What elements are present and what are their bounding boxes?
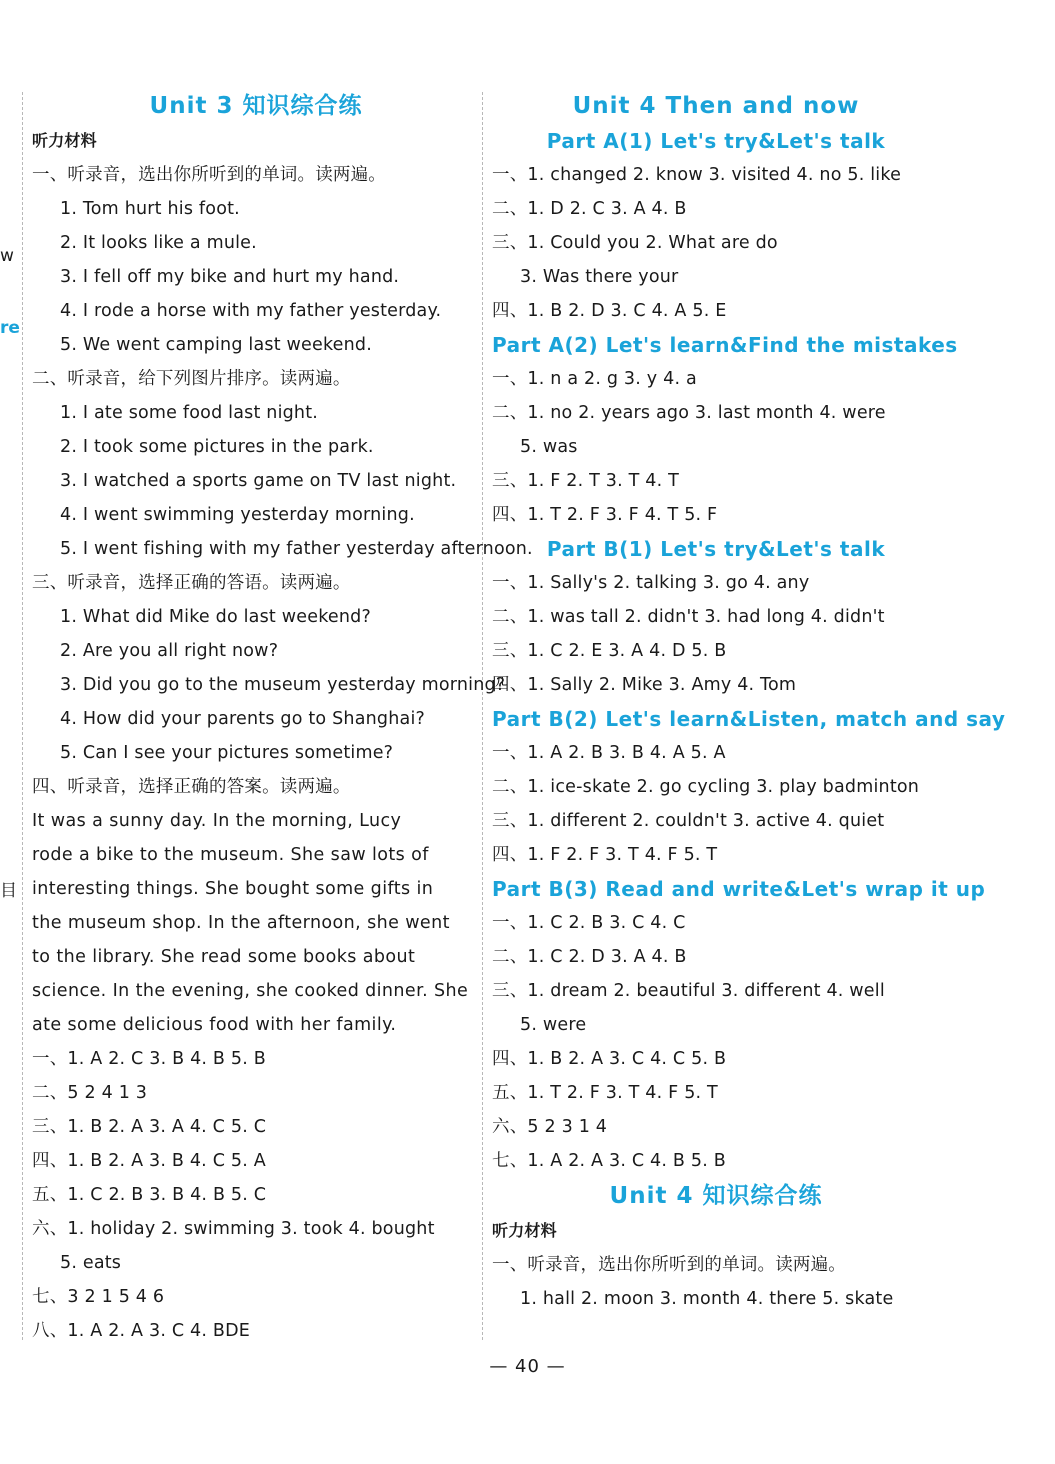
text-line: 四、听录音，选择正确的答案。读两遍。 [32, 777, 351, 797]
text-line: 一、听录音，选出你所听到的单词。读两遍。 [492, 1255, 846, 1275]
text-line: 1. I ate some food last night. [60, 403, 319, 423]
text-line: 5. were [520, 1015, 587, 1035]
right-column [492, 88, 1006, 1316]
text-line: 5. Can I see your pictures sometime? [60, 743, 394, 763]
text-line: 3. Was there your [520, 267, 679, 287]
text-line: 3. I watched a sports game on TV last night. [60, 471, 457, 491]
text-line: interesting things. She bought some gifts in [32, 879, 434, 899]
text-line: 一、1. A 2. B 3. B 4. A 5. A [492, 743, 726, 763]
text-line: It was a sunny day. In the morning, Lucy [32, 811, 402, 831]
text-line: 二、1. was tall 2. didn't 3. had long 4. didn't [492, 607, 885, 627]
part-heading: Part A(1) Let's try&Let's talk [546, 129, 886, 153]
text-line: 三、1. F 2. T 3. T 4. T [492, 471, 680, 491]
text-line: 2. I took some pictures in the park. [60, 437, 374, 457]
part-heading: Part B(1) Let's try&Let's talk [546, 537, 886, 561]
text-line: 5. eats [60, 1253, 122, 1273]
part-heading: Part B(2) Let's learn&Listen, match and say [492, 707, 1006, 731]
text-line: 四、1. Sally 2. Mike 3. Amy 4. Tom [492, 675, 797, 695]
section-label: 听力材料 [32, 131, 97, 150]
text-line: ate some delicious food with her family. [32, 1015, 397, 1035]
column-divider-left [22, 92, 23, 1340]
text-line: 二、听录音，给下列图片排序。读两遍。 [32, 369, 351, 389]
text-line: 三、1. different 2. couldn't 3. active 4. quiet [492, 811, 885, 831]
text-line: 六、1. holiday 2. swimming 3. took 4. bought [32, 1219, 435, 1239]
text-line: 一、听录音，选出你所听到的单词。读两遍。 [32, 165, 386, 185]
section-label: 听力材料 [492, 1221, 557, 1240]
edge-fragment-2: re [0, 318, 20, 338]
text-line: 5. I went fishing with my father yesterday afternoon. [60, 539, 533, 559]
text-line: 2. It looks like a mule. [60, 233, 257, 253]
unit-heading: Unit 4 知识综合练 [609, 1183, 823, 1209]
text-line: 二、1. no 2. years ago 3. last month 4. were [492, 403, 886, 423]
text-line: 四、1. B 2. A 3. C 4. C 5. B [492, 1049, 727, 1069]
text-line: 1. hall 2. moon 3. month 4. there 5. skate [520, 1289, 894, 1309]
text-line: 一、1. changed 2. know 3. visited 4. no 5. like [492, 165, 902, 185]
text-line: 一、1. n a 2. g 3. y 4. a [492, 369, 697, 389]
text-line: 4. I rode a horse with my father yesterday. [60, 301, 442, 321]
text-line: 四、1. T 2. F 3. F 4. T 5. F [492, 505, 718, 525]
text-line: 四、1. B 2. A 3. B 4. C 5. A [32, 1151, 266, 1171]
text-line: 1. Tom hurt his foot. [60, 199, 240, 219]
text-line: 三、1. B 2. A 3. A 4. C 5. C [32, 1117, 267, 1137]
text-line: 三、1. dream 2. beautiful 3. different 4. well [492, 981, 885, 1001]
text-line: 4. I went swimming yesterday morning. [60, 505, 415, 525]
text-line: 四、1. F 2. F 3. T 4. F 5. T [492, 845, 718, 865]
part-heading: Part B(3) Read and write&Let's wrap it up [492, 877, 986, 901]
text-line: 4. How did your parents go to Shanghai? [60, 709, 425, 729]
text-line: 1. What did Mike do last weekend? [60, 607, 371, 627]
text-line: 2. Are you all right now? [60, 641, 279, 661]
text-line: science. In the evening, she cooked dinner. She [32, 981, 469, 1001]
text-line: 二、1. C 2. D 3. A 4. B [492, 947, 687, 967]
text-line: 五、1. T 2. F 3. T 4. F 5. T [492, 1083, 718, 1103]
page-number: — 40 — [489, 1356, 566, 1377]
text-line: rode a bike to the museum. She saw lots of [32, 845, 429, 865]
text-line: 3. Did you go to the museum yesterday morning? [60, 675, 506, 695]
text-line: 一、1. Sally's 2. talking 3. go 4. any [492, 573, 810, 593]
text-line: 一、1. C 2. B 3. C 4. C [492, 913, 686, 933]
text-line: 5. We went camping last weekend. [60, 335, 373, 355]
column-divider-center [482, 92, 483, 1340]
text-line: 七、3 2 1 5 4 6 [32, 1287, 165, 1307]
text-line: 二、1. D 2. C 3. A 4. B [492, 199, 687, 219]
text-line: 六、5 2 3 1 4 [492, 1117, 608, 1137]
text-line: 二、5 2 4 1 3 [32, 1083, 148, 1103]
text-line: 3. I fell off my bike and hurt my hand. [60, 267, 400, 287]
text-line: 一、1. A 2. C 3. B 4. B 5. B [32, 1049, 266, 1069]
unit-heading: Unit 4 Then and now [572, 93, 860, 119]
edge-fragment-1: w [0, 246, 14, 266]
text-line: 四、1. B 2. D 3. C 4. A 5. E [492, 301, 727, 321]
edge-fragment-3: 目 [0, 881, 17, 901]
text-line: 二、1. ice-skate 2. go cycling 3. play badminton [492, 777, 920, 797]
part-heading: Part A(2) Let's learn&Find the mistakes [492, 333, 958, 357]
text-line: 三、1. Could you 2. What are do [492, 233, 778, 253]
text-line: 七、1. A 2. A 3. C 4. B 5. B [492, 1151, 726, 1171]
unit-heading: Unit 3 知识综合练 [149, 93, 363, 119]
text-line: 5. was [520, 437, 578, 457]
left-column [32, 88, 533, 1348]
text-line: 八、1. A 2. A 3. C 4. BDE [32, 1321, 251, 1341]
text-line: to the library. She read some books about [32, 947, 416, 967]
text-line: 五、1. C 2. B 3. B 4. B 5. C [32, 1185, 267, 1205]
text-line: the museum shop. In the afternoon, she went [32, 913, 450, 933]
text-line: 三、1. C 2. E 3. A 4. D 5. B [492, 641, 727, 661]
text-line: 三、听录音，选择正确的答语。读两遍。 [32, 573, 351, 593]
